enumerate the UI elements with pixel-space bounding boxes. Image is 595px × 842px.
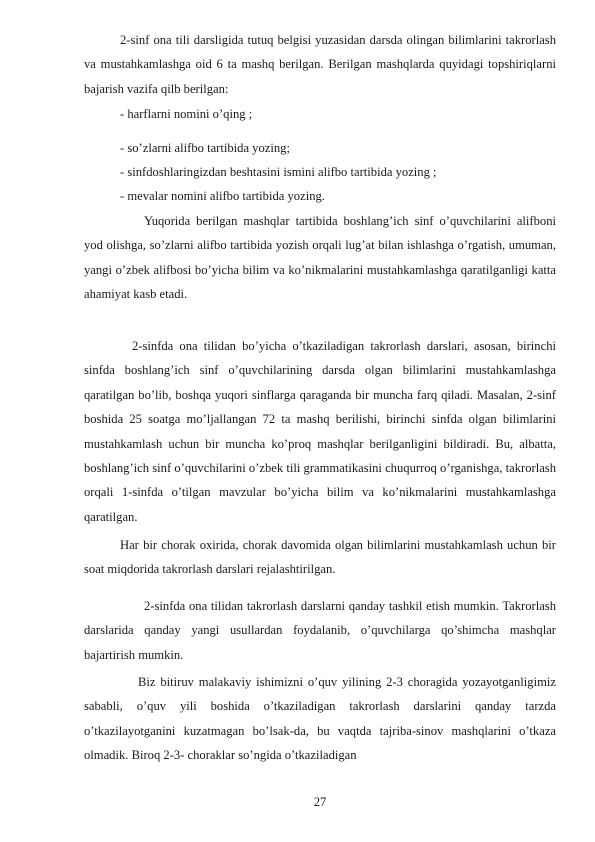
task-item-fruits: - mevalar nomini alifbo tartibida yozing. [120,189,325,203]
paragraph-quarter-review: Har bir chorak oxirida, chorak davomida olgan bilimlarini mustahkamlash uchun bir soat miqdorida takrorlash darslari rejalashtirilgan. [84,538,556,577]
task-item-classmates: - sinfdoshlaringizdan beshtasini ismini alifbo tartibida yozing ; [120,165,437,179]
paragraph-review-lessons: 2-sinfda ona tilidan bo’yicha o’tkaziladigan takrorlash darslari, asosan, birinchi sinfda boshlang’ich sinf o’quvchilarining darsda olgan bilimlarini mustahkamlashga qaratilgan bo’lib, boshqa yuqori sinflarga qaraganda bir muncha farq qiladi. Masalan, 2-sinf boshida 25 soatga mo’ljallangan 72 ta mashq berilishi, birinchi sinfda olgan bilimlarini mustahkamlash uchun bir muncha ko’proq mashqlar berilganligini bildiradi. Bu, albatta, boshlang’ich sinf o’quvchilarini o’zbek tili grammatikasini chuqurroq o’rganishga, takrorlash orqali 1-sinfda o’tilgan mavzular bo’yicha bilim va ko’nikmalarini mustahkamlashga qaratilgan. [84,339,556,524]
paragraph-thesis-work: Biz bitiruv malakaviy ishimizni o’quv yilining 2-3 choragida yozayotganligimiz sababli, o’quv yili boshida o’tkaziladigan takrorlash darslarini qanday tarzda o’tkazilayotganini kuzatmagan bo’lsak-da, bu vaqtda tajriba-sinov mashqlarini o’tkaza olmadik. Biroq 2-3- choraklar so’ngida o’tkaziladigan [84,675,556,763]
paragraph-alphabet: Yuqorida berilgan mashqlar tartibida boshlang’ich sinf o’quvchilarini alifboni yod olishga, so’zlarni alifbo tartibida yozish orqali lug’at bilan ishlashga o’rgatish, umuman, yangi o’zbek alifbosi bo’yicha bilim va ko’nikmalarini mustahkamlashga qaratilganligi katta ahamiyat kasb etadi. [84,214,556,302]
paragraph-organize-review: 2-sinfda ona tilidan takrorlash darslarni qanday tashkil etish mumkin. Takrorlash darslarida qanday yangi usullardan foydalanib, o’quvchilarga qo’shimcha mashqlar bajartirish mumkin. [84,599,556,662]
page-number: 27 [313,795,327,809]
task-item-letters: - harflarni nomini o’qing ; [120,107,253,121]
task-item-words: - so’zlarni alifbo tartibida yozing; [120,141,290,155]
paragraph-intro: 2-sinf ona tili darsligida tutuq belgisi yuzasidan darsda olingan bilimlarini takrorlash va mustahkamlashga oid 6 ta mashq berilgan. Berilgan mashqlarda quyidagi topshiriqlarni bajarish vazifa qilb berilgan: [84,33,556,96]
